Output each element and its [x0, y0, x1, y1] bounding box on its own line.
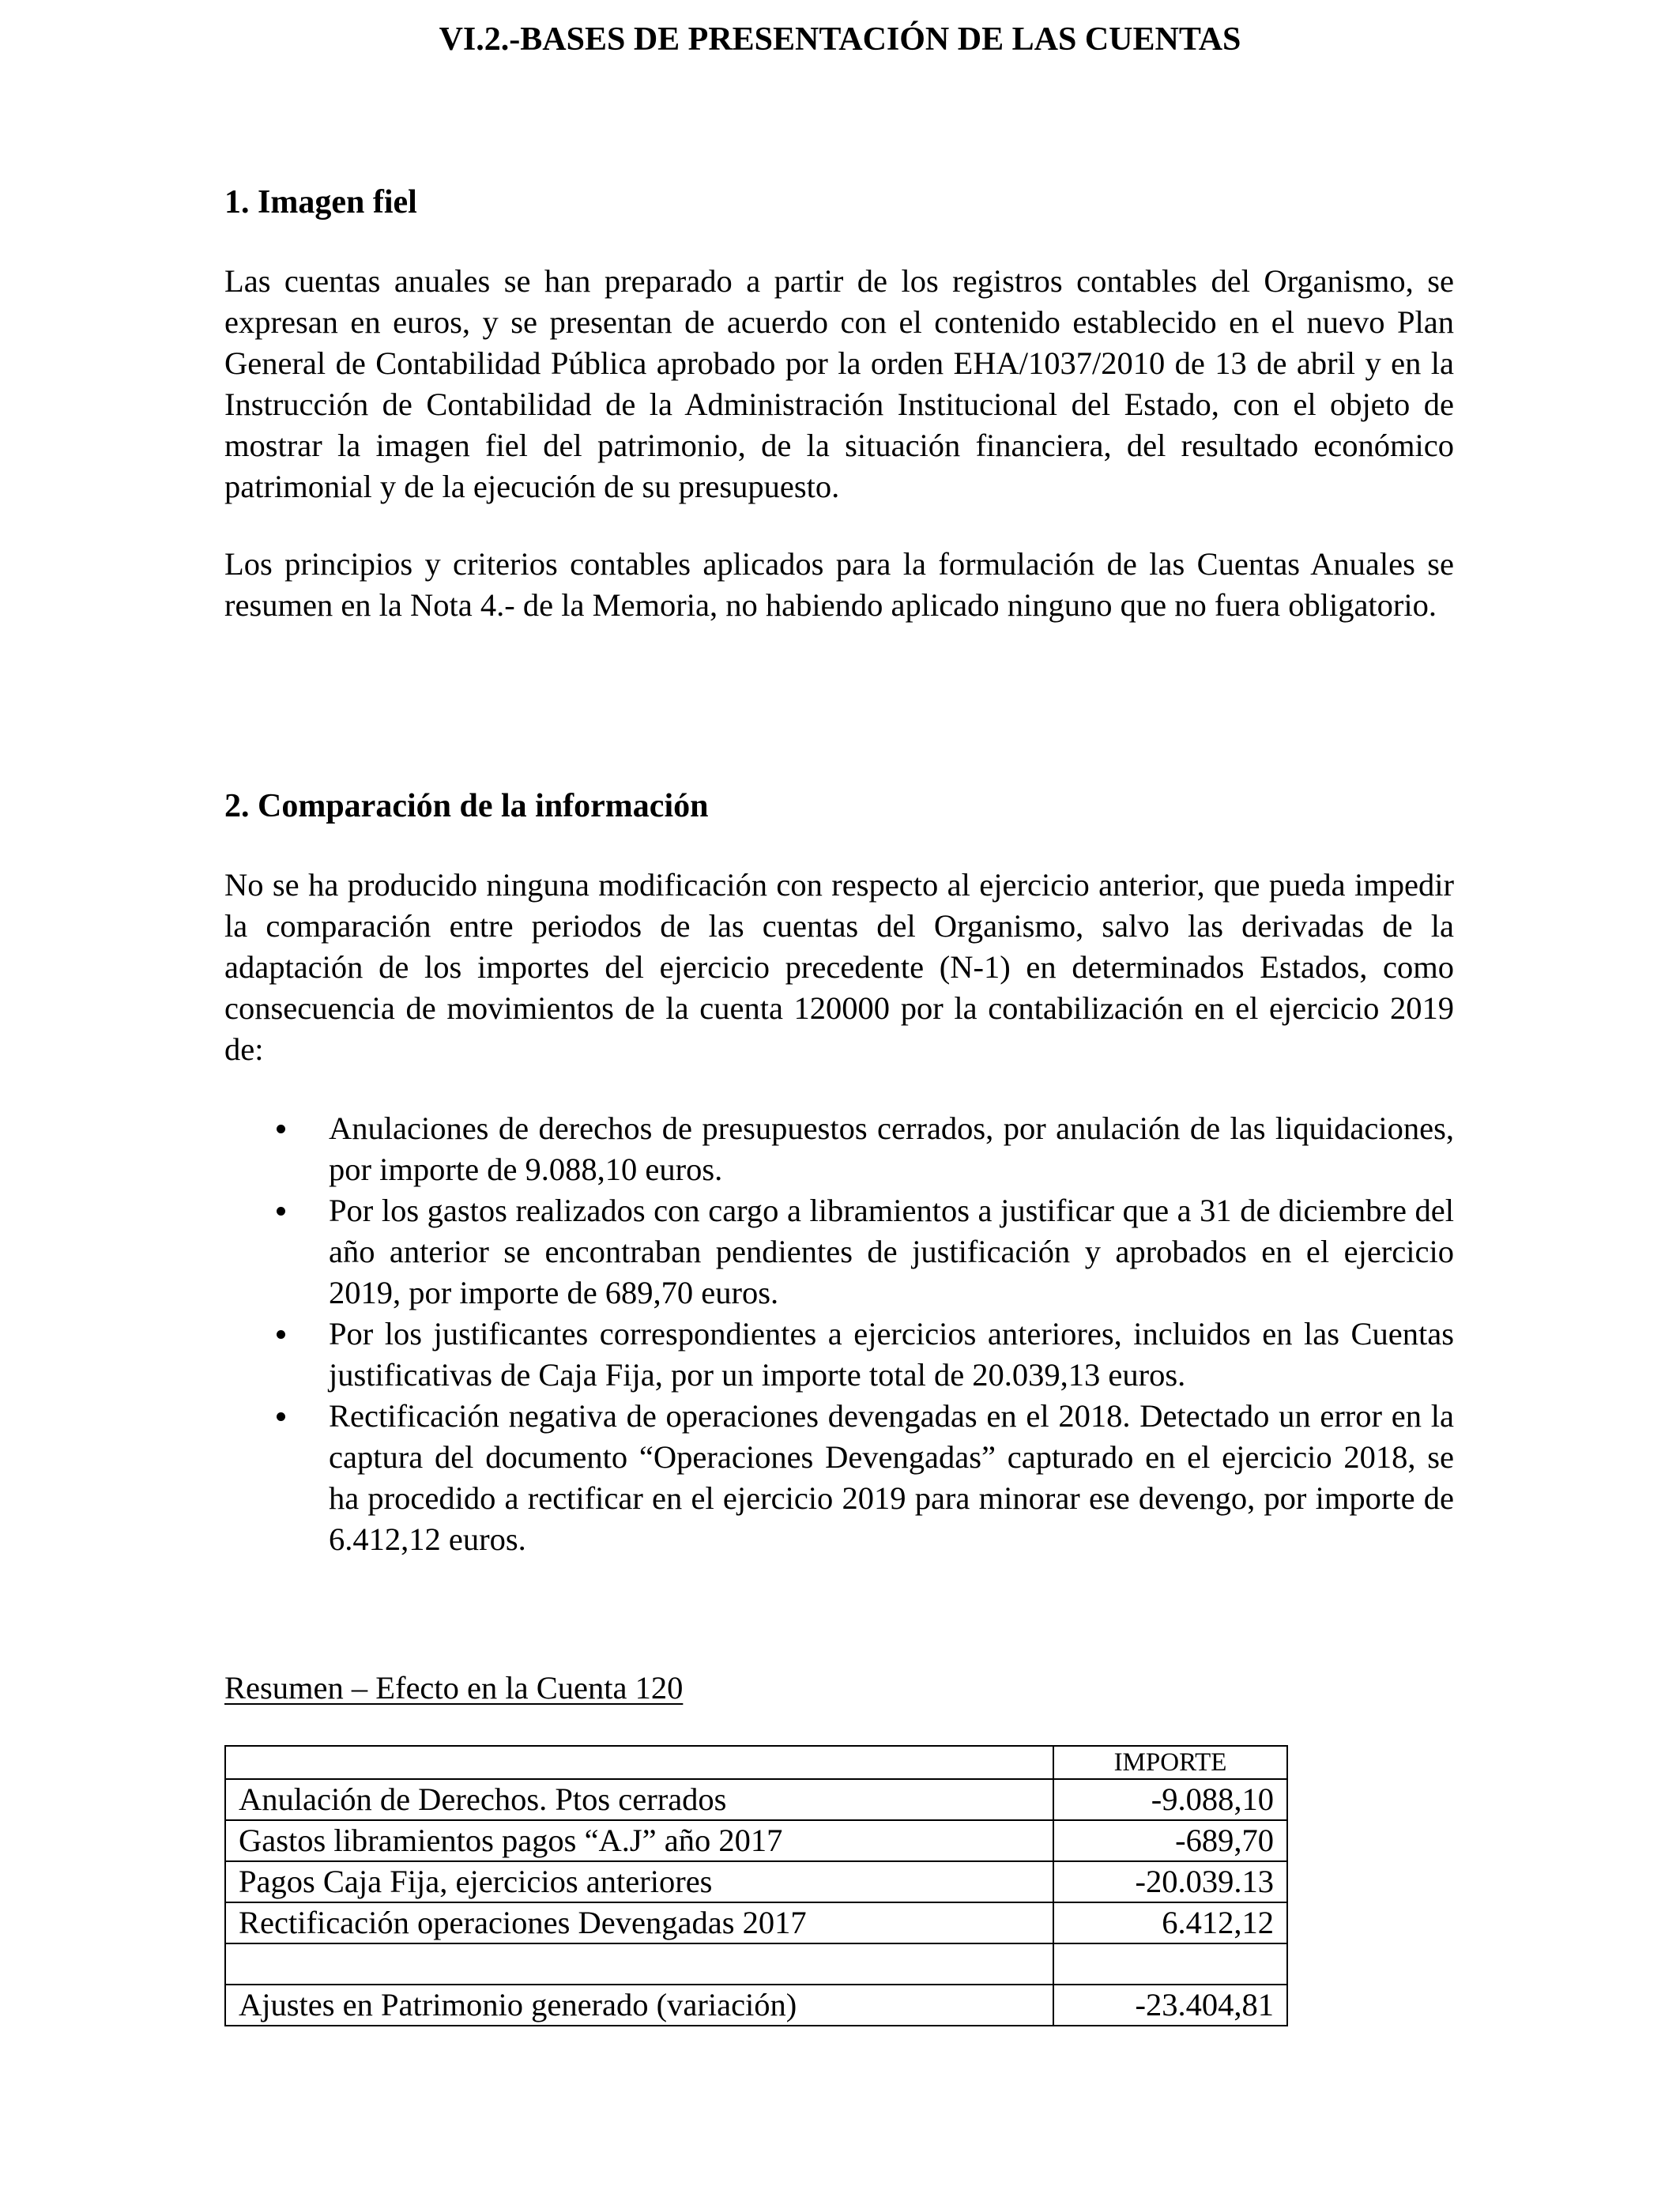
row-amount: -20.039.13	[1053, 1861, 1287, 1902]
table-header-row	[225, 1746, 1287, 1779]
paragraph-comparacion: No se ha producido ninguna modificación con respecto al ejercicio anterior, que pueda impedir la comparación entre periodos de las cuentas del Organismo, salvo las derivadas de la adaptación de los importes del ejercicio precedente (N-1) en determinados Estados, como consecuencia de movimientos de la cuenta 120000 por la contabilización en el ejercicio 2019 de:	[224, 867, 1454, 1067]
empty-cell	[1053, 1943, 1287, 1985]
section-heading-imagen-fiel: 1. Imagen fiel	[224, 184, 417, 221]
table-row	[225, 1902, 1287, 1943]
summary-title: Resumen – Efecto en la Cuenta 120	[224, 1670, 684, 1706]
bullet-icon	[277, 1125, 285, 1133]
bullet-icon	[277, 1330, 285, 1339]
total-concept: Ajustes en Patrimonio generado (variación)	[225, 1985, 1053, 2026]
list-item: Rectificación negativa de operaciones devengadas en el 2018. Detectado un error en la captura del documento “Operaciones Devengadas” capturado en el ejercicio 2018, se ha procedido a rectificar en el ejercicio 2019 para minorar ese devengo, por importe de 6.412,12 euros.	[269, 1396, 1454, 1560]
row-amount: -9.088,10	[1053, 1779, 1287, 1820]
bullet-icon	[277, 1412, 285, 1421]
row-amount: -689,70	[1053, 1820, 1287, 1861]
bullet-icon	[277, 1207, 285, 1216]
table-total-row	[225, 1985, 1287, 2026]
row-amount: 6.412,12	[1053, 1902, 1287, 1943]
paragraph-imagen-fiel-2: Los principios y criterios contables aplicados para la formulación de las Cuentas Anuales se resumen en la Nota 4.- de la Memoria, no habiendo aplicado ninguno que no fuera obligatorio.	[224, 546, 1454, 623]
empty-cell	[225, 1943, 1053, 1985]
paragraph-imagen-fiel-1: Las cuentas anuales se han preparado a partir de los registros contables del Organismo, se expresan en euros, y se presentan de acuerdo con el contenido establecido en el nuevo Plan General de Contabilidad Pública aprobado por la orden EHA/1037/2010 de 13 de abril y en la Instrucción de Contabilidad de la Administración Institucional del Estado, con el objeto de mostrar la imagen fiel del patrimonio, de la situación financiera, del resultado económico patrimonial y de la ejecución de su presupuesto.	[224, 263, 1454, 504]
list-item: Por los justificantes correspondientes a ejercicios anteriores, incluidos en las Cuentas justificativas de Caja Fija, por un importe total de 20.039,13 euros.	[269, 1314, 1454, 1396]
page-title: VI.2.-BASES DE PRESENTACIÓN DE LAS CUENTAS	[439, 21, 1241, 58]
row-concept: Pagos Caja Fija, ejercicios anteriores	[225, 1861, 1053, 1902]
row-concept: Anulación de Derechos. Ptos cerrados	[225, 1779, 1053, 1820]
table-row	[225, 1861, 1287, 1902]
summary-table	[224, 1745, 1288, 2026]
table-row	[225, 1820, 1287, 1861]
row-concept: Rectificación operaciones Devengadas 2017	[225, 1902, 1053, 1943]
table-row	[225, 1779, 1287, 1820]
row-concept: Gastos libramientos pagos “A.J” año 2017	[225, 1820, 1053, 1861]
section-heading-comparacion: 2. Comparación de la información	[224, 788, 709, 824]
adjustments-bullet-list	[269, 1108, 1454, 1560]
table-header-amount: IMPORTE	[1053, 1746, 1287, 1779]
list-item: Anulaciones de derechos de presupuestos cerrados, por anulación de las liquidaciones, por importe de 9.088,10 euros.	[269, 1108, 1454, 1190]
table-header-concept	[225, 1746, 1053, 1779]
total-amount: -23.404,81	[1053, 1985, 1287, 2026]
table-empty-row	[225, 1943, 1287, 1985]
list-item: Por los gastos realizados con cargo a libramientos a justificar que a 31 de diciembre del año anterior se encontraban pendientes de justificación y aprobados en el ejercicio 2019, por importe de 689,70 euros.	[269, 1190, 1454, 1314]
